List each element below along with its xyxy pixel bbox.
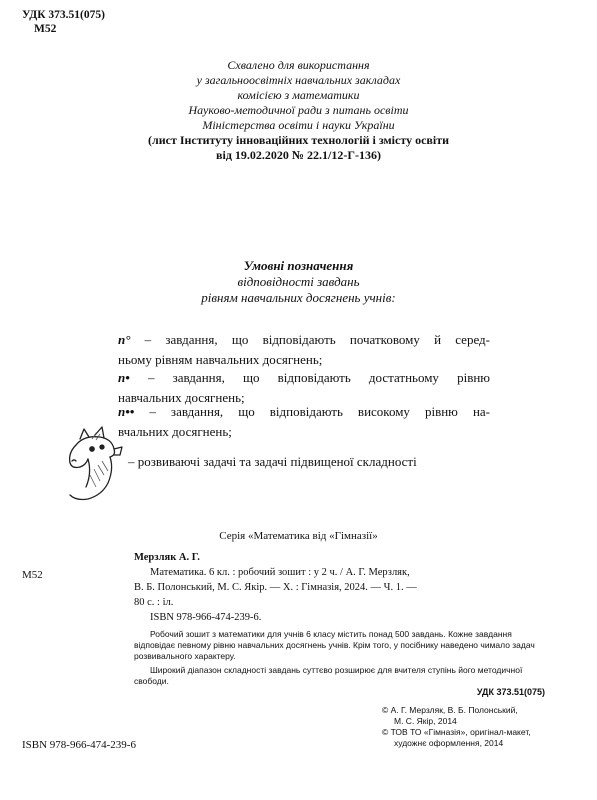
approval-date: від 19.02.2020 № 22.1/12-Г-136) (216, 148, 381, 162)
legend-item-high (118, 402, 490, 442)
copyright-line: художнє оформлення, 2014 (394, 738, 504, 748)
approval-line: у загальноосвітніх навчальних закладах (196, 73, 401, 87)
copyright-block (382, 705, 531, 749)
catalog-line: Математика. 6 кл. : робочий зошит : у 2 ч. / А. Г. Мерзляк, (150, 567, 410, 578)
catalog-isbn: ISBN 978-966-474-239-6. (150, 612, 262, 623)
udk-footer: УДК 373.51(075) (476, 687, 545, 697)
catalog-author: Мерзляк А. Г. (134, 552, 200, 563)
approval-letter: (лист Інституту інноваційних технологій і змісту освіти (147, 133, 450, 147)
legend-subtitle: рівням навчальних досягнень учнів: (201, 290, 396, 305)
legend-item-text: – завдання, що відповідають високому рівню на- (149, 404, 490, 419)
legend-item-text: – завдання, що відповідають достатньому рівню (147, 370, 491, 385)
mark-sufficient: n• (118, 370, 130, 385)
legend-item-text: – завдання, що відповідають початковому й серед- (144, 332, 490, 347)
catalog-line: В. Б. Полонський, М. С. Якір. — Х. : Гімназія, 2024. — Ч. 1. — (134, 582, 417, 593)
copyright-line: © ТОВ ТО «Гімназія», оригінал-макет, (382, 727, 531, 737)
donkey-mascot-icon (62, 425, 128, 505)
udk-code: УДК 373.51(075) (22, 9, 105, 21)
approval-line: Науково-методичної ради з питань освіти (188, 103, 409, 117)
approval-line: комісією з математики (237, 88, 360, 102)
annotation-text: Широкий діапазон складності завдань суттєво розширює для вчителя ступінь його методичної свободи. (134, 665, 523, 686)
author-sign: М52 (34, 23, 57, 35)
udk-header (22, 8, 105, 36)
legend-subtitle: відповідності завдань (237, 274, 360, 289)
legend-item-basic (118, 330, 490, 370)
mark-high: n•• (118, 404, 135, 419)
approval-block (0, 58, 597, 163)
isbn-footer: ISBN 978-966-474-239-6 (22, 739, 136, 751)
catalog-line: 80 с. : іл. (134, 597, 174, 608)
mark-basic: n° (118, 332, 131, 347)
legend-title: Умовні позначення (243, 258, 354, 273)
legend-item-advanced: – розвиваючі задачі та задачі підвищеної складності (128, 454, 417, 469)
series-title: Серія «Математика від «Гімназії» (219, 530, 378, 542)
legend-item-text: навчальних досягнень; (118, 390, 245, 405)
legend-item-text: ньому рівням навчальних досягнень; (118, 352, 323, 367)
legend-heading (0, 258, 597, 306)
legend-item-text: вчальних досягнень; (118, 424, 232, 439)
copyright-line: М. С. Якір, 2014 (394, 716, 457, 726)
approval-line: Міністерства освіти і науки України (202, 118, 395, 132)
approval-line: Схвалено для використання (227, 58, 370, 72)
catalog-entry (134, 550, 554, 687)
annotation-text: Робочий зошит з математики для учнів 6 класу містить понад 500 завдань. Кожне завдання відповідає певному рівню навчальних досягнень учнів. Крім того, у посібнику наведено чимало задач розвивального характеру. (134, 629, 535, 661)
copyright-line: © А. Г. Мерзляк, В. Б. Полонський, (382, 705, 518, 715)
catalog-code: М52 (22, 569, 43, 581)
